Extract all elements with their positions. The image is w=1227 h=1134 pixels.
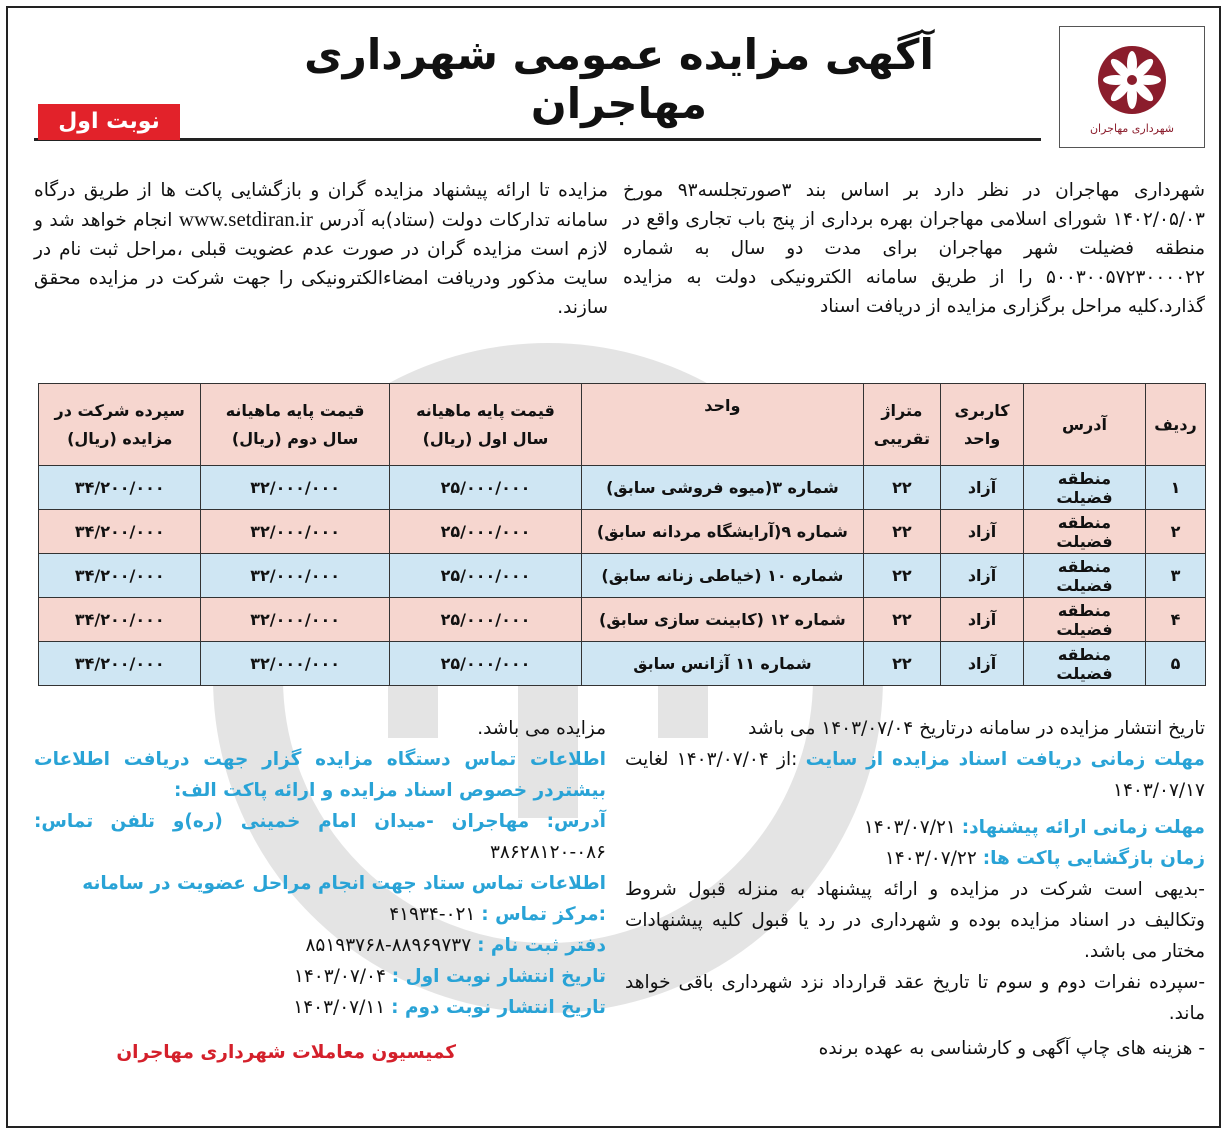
cell-deposit: ۳۴/۲۰۰/۰۰۰ — [39, 598, 201, 642]
cell-address: منطقه فضیلت — [1023, 642, 1145, 686]
call-center-label: :مرکز تماس : — [481, 904, 606, 925]
cell-deposit: ۳۴/۲۰۰/۰۰۰ — [39, 642, 201, 686]
round-badge: نوبت اول — [38, 104, 180, 140]
cell-usage: آزاد — [941, 554, 1024, 598]
intro-paragraph-left — [34, 176, 608, 322]
cell-area: ۲۲ — [863, 642, 941, 686]
logo-caption: شهرداری مهاجران — [1089, 121, 1175, 135]
cell-area: ۲۲ — [863, 510, 941, 554]
setad-url-link[interactable]: www.setdiran.ir — [178, 207, 313, 231]
cell-address: منطقه فضیلت — [1023, 554, 1145, 598]
cell-price-year1: ۲۵/۰۰۰/۰۰۰ — [389, 598, 581, 642]
note-costs: - هزینه های چاپ آگهی و کارشناسی به عهده برنده — [818, 1038, 1205, 1059]
doc-deadline — [625, 744, 1205, 806]
note-deposits: -سپرده نفرات دوم و سوم تا تاریخ عقد قرارداد نزد شهرداری باقی خواهد ماند. — [625, 972, 1205, 1024]
bid-deadline-label: مهلت زمانی ارائه پیشنهاد: — [961, 817, 1205, 838]
cell-row-number: ۵ — [1146, 642, 1206, 686]
title-divider — [34, 138, 1041, 141]
advertisement-page — [6, 6, 1221, 1128]
cell-price-year2: ۳۲/۰۰۰/۰۰۰ — [201, 642, 389, 686]
table-row — [39, 554, 1206, 598]
address-label: آدرس: — [546, 811, 606, 832]
table-row — [39, 466, 1206, 510]
flower-emblem-icon — [1086, 40, 1178, 120]
note-acceptance: -بدیهی است شرکت در مزایده و ارائه پیشنهاد به منزله قبول شروط وتکالیف در اسناد مزایده بوده و شهرداری در رد یا قبول کلیه پیشنهادات مختار می باشد. — [625, 879, 1205, 962]
opening-time-value: ۱۴۰۳/۰۷/۲۲ — [884, 848, 977, 869]
contact-address — [34, 806, 606, 868]
call-center — [34, 899, 606, 930]
header-area: متراژ تقریبی — [863, 384, 941, 466]
cell-price-year2: ۳۲/۰۰۰/۰۰۰ — [201, 554, 389, 598]
second-publication-value: ۱۴۰۳/۰۷/۱۱ — [293, 997, 386, 1018]
cell-price-year2: ۳۲/۰۰۰/۰۰۰ — [201, 510, 389, 554]
cell-price-year2: ۳۲/۰۰۰/۰۰۰ — [201, 466, 389, 510]
opening-time-label: زمان بازگشایی پاکت ها: — [982, 848, 1205, 869]
page-title: آگهی مزایده عمومی شهرداری مهاجران — [304, 30, 934, 128]
intro-paragraph-right: شهرداری مهاجران در نظر دارد بر اساس بند ۳صورتجلسه۹۳ مورخ ۱۴۰۲/۰۵/۰۳ شورای اسلامی مهاجران بهره برداری از پنج باب تجاری واقع در منطقه فضیلت شهر مهاجران برای مدت دو سال به شماره ۵۰۰۳۰۰۵۷۲۳۰۰۰۰۲۲ را از طریق سامانه الکترونیکی دولت به مزایده گذارد.کلیه مراحل برگزاری مزایده از دریافت اسناد — [623, 180, 1205, 317]
opening-time — [625, 843, 1205, 874]
phone-label: تماس: — [34, 811, 94, 832]
cell-address: منطقه فضیلت — [1023, 466, 1145, 510]
cell-row-number: ۲ — [1146, 510, 1206, 554]
cell-price-year1: ۲۵/۰۰۰/۰۰۰ — [389, 642, 581, 686]
intro-left-line2: درگاه سامانه تدارکات دولت (ستاد)به آدرس — [34, 180, 609, 231]
cell-unit: شماره ۱۰ (خیاطی زنانه سابق) — [582, 554, 863, 598]
header-price-year1: قیمت پایه ماهیانه سال اول (ریال) — [389, 384, 581, 466]
table-header-row — [39, 384, 1206, 466]
cell-price-year1: ۲۵/۰۰۰/۰۰۰ — [389, 466, 581, 510]
registry-value: ۸۸۹۶۹۷۳۷-۸۵۱۹۳۷۶۸ — [305, 935, 472, 956]
cell-unit: شماره ۱۲ (کابینت سازی سابق) — [582, 598, 863, 642]
first-publication — [34, 961, 606, 992]
cell-area: ۲۲ — [863, 598, 941, 642]
header-price-year2: قیمت پایه ماهیانه سال دوم (ریال) — [201, 384, 389, 466]
publish-date-line: تاریخ انتشار مزایده در سامانه درتاریخ ۱۴۰۳/۰۷/۰۴ می باشد — [748, 718, 1205, 739]
table-row — [39, 642, 1206, 686]
intro-left-line1: مزایده تا ارائه پیشنهاد مزایده گران و بازگشایی پاکت ها از طریق — [83, 180, 608, 201]
cell-deposit: ۳۴/۲۰۰/۰۰۰ — [39, 466, 201, 510]
continuation-text: مزایده می باشد. — [477, 718, 606, 739]
details-column-right — [625, 713, 1205, 1064]
cell-usage: آزاد — [941, 598, 1024, 642]
cell-row-number: ۱ — [1146, 466, 1206, 510]
header-unit: واحد — [582, 384, 863, 466]
contact-heading: اطلاعات تماس دستگاه مزایده گزار جهت دریافت اطلاعات بیشتردر خصوص اسناد مزایده و ارائه پاکت الف: — [34, 749, 606, 801]
header-deposit: سپرده شرکت در مزایده (ریال) — [39, 384, 201, 466]
cell-deposit: ۳۴/۲۰۰/۰۰۰ — [39, 510, 201, 554]
second-publication-label: تاریخ انتشار نوبت دوم : — [391, 997, 606, 1018]
first-publication-label: تاریخ انتشار نوبت اول : — [391, 966, 606, 987]
municipality-logo — [1059, 26, 1205, 148]
cell-usage: آزاد — [941, 510, 1024, 554]
cell-unit: شماره ۳(میوه فروشی سابق) — [582, 466, 863, 510]
registry-office — [34, 930, 606, 961]
intro-left-rest: انجام خواهد شد و لازم است مزایده گران در صورت عدم عضویت قبلی ،مراحل ثبت نام در سایت مذکور ودریافت امضاءالکترونیکی را جهت شرکت در مزایده محقق سازند. — [34, 210, 608, 318]
contact-column-left — [34, 713, 606, 1068]
table-row — [39, 598, 1206, 642]
cell-price-year1: ۲۵/۰۰۰/۰۰۰ — [389, 554, 581, 598]
bid-deadline-value: ۱۴۰۳/۰۷/۲۱ — [863, 817, 956, 838]
second-publication — [34, 992, 606, 1023]
first-publication-value: ۱۴۰۳/۰۷/۰۴ — [293, 966, 386, 987]
cell-deposit: ۳۴/۲۰۰/۰۰۰ — [39, 554, 201, 598]
table-row — [39, 510, 1206, 554]
setad-heading: اطلاعات تماس ستاد جهت انجام مراحل عضویت در سامانه — [82, 873, 606, 894]
registry-label: دفتر ثبت نام : — [477, 935, 606, 956]
header-row-number: ردیف — [1146, 384, 1206, 466]
cell-usage: آزاد — [941, 642, 1024, 686]
cell-row-number: ۳ — [1146, 554, 1206, 598]
cell-unit: شماره ۹(آرایشگاه مردانه سابق) — [582, 510, 863, 554]
phone-value: ۰۸۶-۳۸۶۲۸۱۲۰ — [490, 842, 606, 863]
cell-usage: آزاد — [941, 466, 1024, 510]
address-value: مهاجران -میدان امام خمینی (ره)و تلفن — [110, 811, 530, 832]
bid-deadline — [625, 812, 1205, 843]
header-address: آدرس — [1023, 384, 1145, 466]
cell-area: ۲۲ — [863, 554, 941, 598]
cell-price-year1: ۲۵/۰۰۰/۰۰۰ — [389, 510, 581, 554]
cell-price-year2: ۳۲/۰۰۰/۰۰۰ — [201, 598, 389, 642]
cell-row-number: ۴ — [1146, 598, 1206, 642]
units-table — [38, 383, 1206, 686]
cell-area: ۲۲ — [863, 466, 941, 510]
cell-address: منطقه فضیلت — [1023, 510, 1145, 554]
cell-unit: شماره ۱۱ آژانس سابق — [582, 642, 863, 686]
doc-deadline-label: مهلت زمانی دریافت اسناد مزایده از سایت — [805, 749, 1205, 770]
header-usage: کاربری واحد — [941, 384, 1024, 466]
doc-deadline-value: :از ۱۴۰۳/۰۷/۰۴ لغایت ۱۴۰۳/۰۷/۱۷ — [625, 749, 1205, 801]
call-center-value: ۰۲۱-۴۱۹۳۴ — [389, 904, 476, 925]
cell-address: منطقه فضیلت — [1023, 598, 1145, 642]
signature: کمیسیون معاملات شهرداری مهاجران — [116, 1042, 456, 1063]
